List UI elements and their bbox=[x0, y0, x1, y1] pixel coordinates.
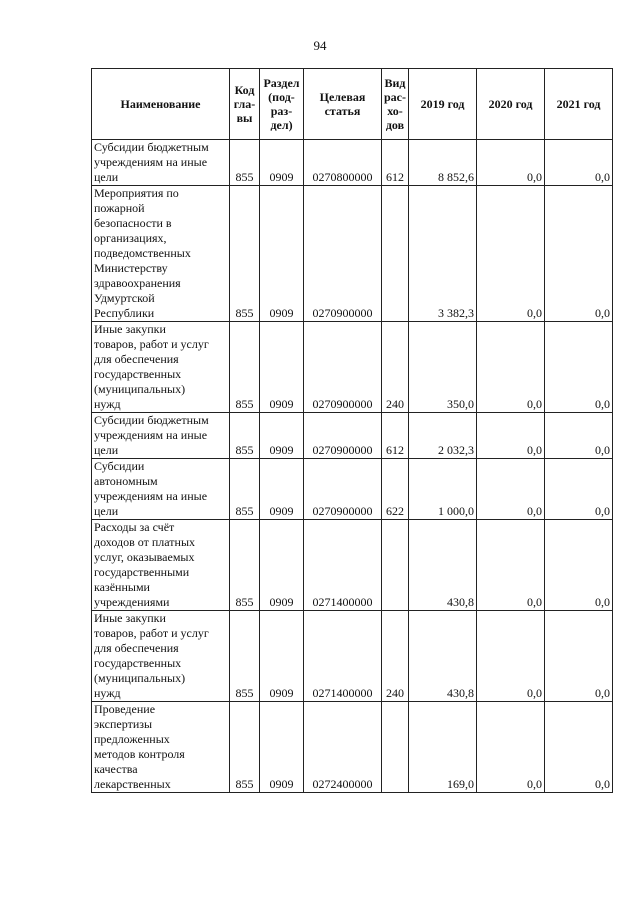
table-header-row bbox=[92, 69, 613, 140]
page-number: 94 bbox=[313, 38, 327, 53]
row-expense-type: 240 bbox=[382, 322, 409, 413]
row-name: Субсидии бюджетным учреждениям на иные цели bbox=[92, 413, 230, 459]
row-value-2021: 0,0 bbox=[545, 611, 613, 702]
row-section: 0909 bbox=[260, 702, 304, 793]
row-expense-type: 240 bbox=[382, 611, 409, 702]
row-value-2021: 0,0 bbox=[545, 459, 613, 520]
table-row bbox=[92, 702, 613, 793]
row-value-2020: 0,0 bbox=[477, 413, 545, 459]
row-value-2020: 0,0 bbox=[477, 459, 545, 520]
row-section: 0909 bbox=[260, 520, 304, 611]
row-section: 0909 bbox=[260, 413, 304, 459]
row-section: 0909 bbox=[260, 322, 304, 413]
table-row bbox=[92, 413, 613, 459]
row-value-2021: 0,0 bbox=[545, 186, 613, 322]
budget-table bbox=[91, 68, 613, 793]
table-row bbox=[92, 611, 613, 702]
row-value-2021: 0,0 bbox=[545, 322, 613, 413]
header-target-article: Целевая статья bbox=[304, 69, 382, 140]
table-row bbox=[92, 322, 613, 413]
row-expense-type bbox=[382, 186, 409, 322]
header-2020: 2020 год bbox=[477, 69, 545, 140]
row-expense-type bbox=[382, 520, 409, 611]
row-name: Субсидии автономным учреждениям на иные цели bbox=[92, 459, 230, 520]
row-section: 0909 bbox=[260, 611, 304, 702]
row-section: 0909 bbox=[260, 140, 304, 186]
row-section: 0909 bbox=[260, 186, 304, 322]
header-chapter-code: Код гла- вы bbox=[230, 69, 260, 140]
row-chapter-code: 855 bbox=[230, 413, 260, 459]
row-chapter-code: 855 bbox=[230, 322, 260, 413]
row-target-article: 0270900000 bbox=[304, 413, 382, 459]
header-name: Наименование bbox=[92, 69, 230, 140]
row-name: Иные закупки товаров, работ и услуг для обеспечения государственных (муниципальных) нужд bbox=[92, 611, 230, 702]
row-value-2019: 430,8 bbox=[409, 611, 477, 702]
row-chapter-code: 855 bbox=[230, 611, 260, 702]
row-value-2020: 0,0 bbox=[477, 186, 545, 322]
row-value-2021: 0,0 bbox=[545, 702, 613, 793]
row-name: Иные закупки товаров, работ и услуг для обеспечения государственных (муниципальных) нужд bbox=[92, 322, 230, 413]
header-2019: 2019 год bbox=[409, 69, 477, 140]
row-value-2019: 1 000,0 bbox=[409, 459, 477, 520]
row-chapter-code: 855 bbox=[230, 186, 260, 322]
table-row bbox=[92, 459, 613, 520]
table-row bbox=[92, 140, 613, 186]
row-value-2019: 430,8 bbox=[409, 520, 477, 611]
row-chapter-code: 855 bbox=[230, 520, 260, 611]
row-target-article: 0271400000 bbox=[304, 520, 382, 611]
row-name: Расходы за счёт доходов от платных услуг, оказываемых государственными казёнными учреждениями bbox=[92, 520, 230, 611]
row-section: 0909 bbox=[260, 459, 304, 520]
row-value-2019: 169,0 bbox=[409, 702, 477, 793]
row-name: Мероприятия по пожарной безопасности в организациях, подведомственных Министерству здравоохранения Удмуртской Республики bbox=[92, 186, 230, 322]
row-target-article: 0270900000 bbox=[304, 186, 382, 322]
row-target-article: 0270800000 bbox=[304, 140, 382, 186]
row-value-2020: 0,0 bbox=[477, 702, 545, 793]
header-expense-type: Вид рас- хо- дов bbox=[382, 69, 409, 140]
row-value-2020: 0,0 bbox=[477, 140, 545, 186]
table-row bbox=[92, 520, 613, 611]
row-name: Субсидии бюджетным учреждениям на иные цели bbox=[92, 140, 230, 186]
row-expense-type: 622 bbox=[382, 459, 409, 520]
row-value-2019: 8 852,6 bbox=[409, 140, 477, 186]
row-chapter-code: 855 bbox=[230, 459, 260, 520]
row-value-2019: 3 382,3 bbox=[409, 186, 477, 322]
row-value-2021: 0,0 bbox=[545, 413, 613, 459]
row-expense-type: 612 bbox=[382, 140, 409, 186]
row-target-article: 0271400000 bbox=[304, 611, 382, 702]
row-value-2020: 0,0 bbox=[477, 611, 545, 702]
row-target-article: 0272400000 bbox=[304, 702, 382, 793]
row-value-2021: 0,0 bbox=[545, 520, 613, 611]
row-value-2020: 0,0 bbox=[477, 520, 545, 611]
row-chapter-code: 855 bbox=[230, 140, 260, 186]
row-value-2021: 0,0 bbox=[545, 140, 613, 186]
row-expense-type: 612 bbox=[382, 413, 409, 459]
table-row bbox=[92, 186, 613, 322]
row-target-article: 0270900000 bbox=[304, 459, 382, 520]
header-2021: 2021 год bbox=[545, 69, 613, 140]
row-expense-type bbox=[382, 702, 409, 793]
row-value-2019: 350,0 bbox=[409, 322, 477, 413]
row-chapter-code: 855 bbox=[230, 702, 260, 793]
header-section: Раздел (под- раз- дел) bbox=[260, 69, 304, 140]
row-value-2019: 2 032,3 bbox=[409, 413, 477, 459]
row-name: Проведение экспертизы предложенных методов контроля качества лекарственных bbox=[92, 702, 230, 793]
row-value-2020: 0,0 bbox=[477, 322, 545, 413]
row-target-article: 0270900000 bbox=[304, 322, 382, 413]
